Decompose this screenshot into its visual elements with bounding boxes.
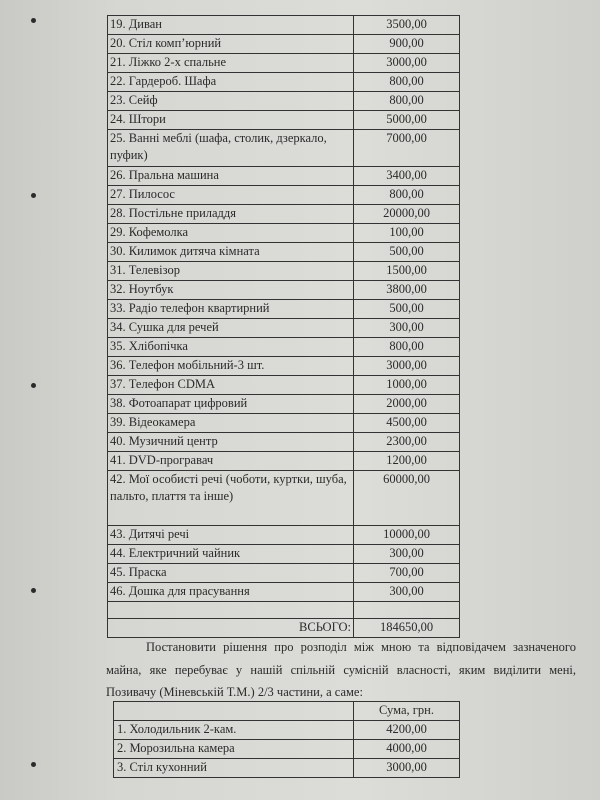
item-name: 39. Відеокамера <box>108 414 354 433</box>
total-label: ВСЬОГО: <box>108 619 354 638</box>
table-row <box>108 583 460 602</box>
table-row <box>108 526 460 545</box>
item-value: 60000,00 <box>354 471 460 526</box>
item-name: 40. Музичний центр <box>108 433 354 452</box>
item-value: 3800,00 <box>354 281 460 300</box>
blank-row <box>108 602 460 619</box>
item-name: 20. Стіл комп’юрний <box>108 35 354 54</box>
item-name: 2. Морозильна камера <box>114 740 354 759</box>
item-value: 500,00 <box>354 300 460 319</box>
table-row <box>108 319 460 338</box>
item-value: 500,00 <box>354 243 460 262</box>
item-name: 42. Мої особисті речі (чоботи, куртки, шуба, пальто, плаття та інше) <box>108 471 354 526</box>
item-value: 2300,00 <box>354 433 460 452</box>
item-name: 22. Гардероб. Шафа <box>108 73 354 92</box>
item-name: 23. Сейф <box>108 92 354 111</box>
punch-hole <box>31 588 36 593</box>
item-name: 31. Телевізор <box>108 262 354 281</box>
table-row <box>108 205 460 224</box>
table-row <box>108 452 460 471</box>
item-value: 4200,00 <box>354 721 460 740</box>
item-value: 1500,00 <box>354 262 460 281</box>
item-value: 7000,00 <box>354 130 460 167</box>
item-name: 41. DVD-програвач <box>108 452 354 471</box>
item-name: 19. Диван <box>108 16 354 35</box>
item-value: 100,00 <box>354 224 460 243</box>
item-name: 3. Стіл кухонний <box>114 759 354 778</box>
table-row <box>108 73 460 92</box>
item-name: 32. Ноутбук <box>108 281 354 300</box>
item-value: 3000,00 <box>354 54 460 73</box>
table-row <box>108 395 460 414</box>
table-row <box>108 35 460 54</box>
item-name: 46. Дошка для прасування <box>108 583 354 602</box>
item-name: 44. Електричний чайник <box>108 545 354 564</box>
table-row <box>108 357 460 376</box>
punch-hole <box>31 383 36 388</box>
table-row <box>108 545 460 564</box>
item-value: 1000,00 <box>354 376 460 395</box>
table-row <box>108 281 460 300</box>
item-value: 1200,00 <box>354 452 460 471</box>
item-value: 900,00 <box>354 35 460 54</box>
table-row <box>108 471 460 526</box>
property-table <box>107 15 460 638</box>
item-name: 36. Телефон мобільний-3 шт. <box>108 357 354 376</box>
item-name: 30. Килимок дитяча кімната <box>108 243 354 262</box>
item-name: 38. Фотоапарат цифровий <box>108 395 354 414</box>
table-row <box>108 338 460 357</box>
item-value: 300,00 <box>354 583 460 602</box>
item-value: 300,00 <box>354 545 460 564</box>
table-row <box>108 300 460 319</box>
item-value: 3500,00 <box>354 16 460 35</box>
item-value: 700,00 <box>354 564 460 583</box>
item-value: 4500,00 <box>354 414 460 433</box>
paragraph-text: Постановити рішення про розподіл між мною та відповідачем зазначеного майна, яке перебуває у нашій спільній сумісній власності, яким виділити мені, Позивачу (Міневській Т.М.) 2/3 частини, а саме: <box>106 640 576 699</box>
item-value: 10000,00 <box>354 526 460 545</box>
table-row <box>108 186 460 205</box>
item-name: 34. Сушка для речей <box>108 319 354 338</box>
item-name: 35. Хлібопічка <box>108 338 354 357</box>
item-value: 800,00 <box>354 92 460 111</box>
allocation-table <box>113 701 460 778</box>
item-name: 24. Штори <box>108 111 354 130</box>
table-row <box>108 262 460 281</box>
table-row <box>114 721 460 740</box>
total-row <box>108 619 460 638</box>
empty-cell <box>114 702 354 721</box>
table-row <box>108 92 460 111</box>
item-value: 800,00 <box>354 186 460 205</box>
table-row <box>108 433 460 452</box>
item-name: 28. Постільне приладдя <box>108 205 354 224</box>
item-name: 43. Дитячі речі <box>108 526 354 545</box>
item-value: 20000,00 <box>354 205 460 224</box>
item-name: 45. Праска <box>108 564 354 583</box>
table-row <box>114 740 460 759</box>
punch-hole <box>31 18 36 23</box>
item-name: 25. Ванні меблі (шафа, столик, дзеркало, пуфик) <box>108 130 354 167</box>
table-header-row <box>114 702 460 721</box>
table-row <box>108 16 460 35</box>
table-row <box>108 224 460 243</box>
punch-hole <box>31 193 36 198</box>
table-row <box>108 414 460 433</box>
item-value: 4000,00 <box>354 740 460 759</box>
total-value: 184650,00 <box>354 619 460 638</box>
item-value: 300,00 <box>354 319 460 338</box>
item-value: 3400,00 <box>354 167 460 186</box>
empty-cell <box>354 602 460 619</box>
item-value: 800,00 <box>354 338 460 357</box>
empty-cell <box>108 602 354 619</box>
table-row <box>108 130 460 167</box>
table-row <box>108 167 460 186</box>
body-paragraph <box>106 636 576 704</box>
item-name: 33. Радіо телефон квартирний <box>108 300 354 319</box>
table-row <box>108 111 460 130</box>
item-name: 27. Пилосос <box>108 186 354 205</box>
item-value: 2000,00 <box>354 395 460 414</box>
item-name: 1. Холодильник 2-кам. <box>114 721 354 740</box>
item-name: 37. Телефон CDMA <box>108 376 354 395</box>
table-row <box>108 54 460 73</box>
table-row <box>114 759 460 778</box>
table-row <box>108 564 460 583</box>
item-name: 21. Ліжко 2-х спальне <box>108 54 354 73</box>
item-name: 26. Пральна машина <box>108 167 354 186</box>
item-name: 29. Кофемолка <box>108 224 354 243</box>
table-row <box>108 243 460 262</box>
item-value: 5000,00 <box>354 111 460 130</box>
item-value: 3000,00 <box>354 357 460 376</box>
table-row <box>108 376 460 395</box>
punch-hole <box>31 762 36 767</box>
item-value: 3000,00 <box>354 759 460 778</box>
column-header: Сума, грн. <box>354 702 460 721</box>
item-value: 800,00 <box>354 73 460 92</box>
